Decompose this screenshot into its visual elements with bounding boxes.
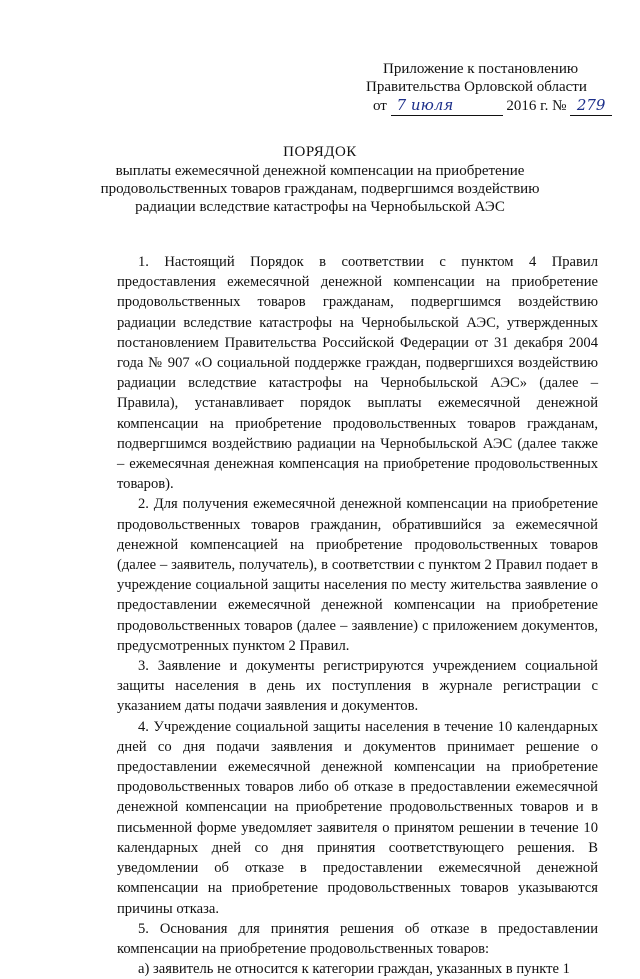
number-blank — [570, 96, 612, 116]
date-blank — [391, 96, 503, 116]
appendix-line-1: Приложение к постановлению — [383, 61, 579, 77]
paragraph-4: 4. Учреждение социальной защиты населения в течение 10 календарных дней со дня подачи заявления и документов принимает решение о предоставлении ежемесячной денежной компенсации на приобретение продовольственных товаров либо об отказе в предоставлении ежемесячной денежной компенсации на приобретение продовольственных товаров и в письменной форме уведомляет заявителя о принятом решении в течение 10 календарных дней со дня принятия соответствующего решения. В уведомлении об отказе в предоставлении ежемесячной денежной компенсации на приобретение продовольственных товаров указываются причины отказа. — [117, 718, 598, 917]
appendix-date-line — [373, 96, 612, 116]
title-line-2: продовольственных товаров гражданам, подвергшимся воздействию — [100, 181, 540, 197]
year-number-label: 2016 г. № — [506, 98, 567, 114]
appendix-line-2: Правительства Орловской области — [366, 79, 587, 95]
handwritten-number: 279 — [576, 96, 606, 114]
document-body — [117, 252, 598, 979]
title-line-1: выплаты ежемесячной денежной компенсации на приобретение — [115, 163, 525, 179]
paragraph-2: 2. Для получения ежемесячной денежной компенсации на приобретение продовольственных товаров гражданин, обратившийся за ежемесячной денежной компенсацией на приобретение продовольственных товаров (далее – заявитель, получатель), в соответствии с пунктом 2 Правил подает в учреждение социальной защиты населения по месту жительства заявление о предоставлении ежемесячной денежной компенсации на приобретение продовольственных товаров (далее – заявление) с приложением документов, предусмотренных пунктом 2 Правил. — [117, 496, 598, 654]
date-prefix: от — [373, 98, 387, 114]
document-title — [0, 143, 640, 216]
paragraph-5a: а) заявитель не относится к категории граждан, указанных в пункте 1 — [138, 961, 570, 978]
paragraph-1: 1. Настоящий Порядок в соответствии с пунктом 4 Правил предоставления ежемесячной денежной компенсации на приобретение продовольственных товаров гражданам, подвергшимся воздействию радиации вследствие катастрофы на Чернобыльской АЭС, утвержденных постановлением Правительства Российской Федерации от 31 декабря 2004 года № 907 «О социальной поддержке граждан, подвергшихся воздействию радиации вследствие катастрофы на Чернобыльской АЭС» (далее – Правила), устанавливает порядок выплаты ежемесячной денежной компенсации на приобретение продовольственных товаров гражданам, подвергшимся воздействию радиации на Чернобыльской АЭС (далее также – ежемесячная денежная компенсация на приобретение продовольственных товаров). — [117, 254, 598, 493]
title-line-3: радиации вследствие катастрофы на Чернобыльской АЭС — [135, 199, 505, 215]
paragraph-3: 3. Заявление и документы регистрируются учреждением социальной защиты населения в день их поступления в журнале регистрации с указанием даты подачи заявления и документов. — [117, 658, 598, 715]
title-heading: ПОРЯДОК — [283, 144, 357, 160]
paragraph-5: 5. Основания для принятия решения об отказе в предоставлении компенсации на приобретение продовольственных товаров: — [117, 920, 598, 957]
handwritten-date: 7 июля — [396, 96, 454, 114]
